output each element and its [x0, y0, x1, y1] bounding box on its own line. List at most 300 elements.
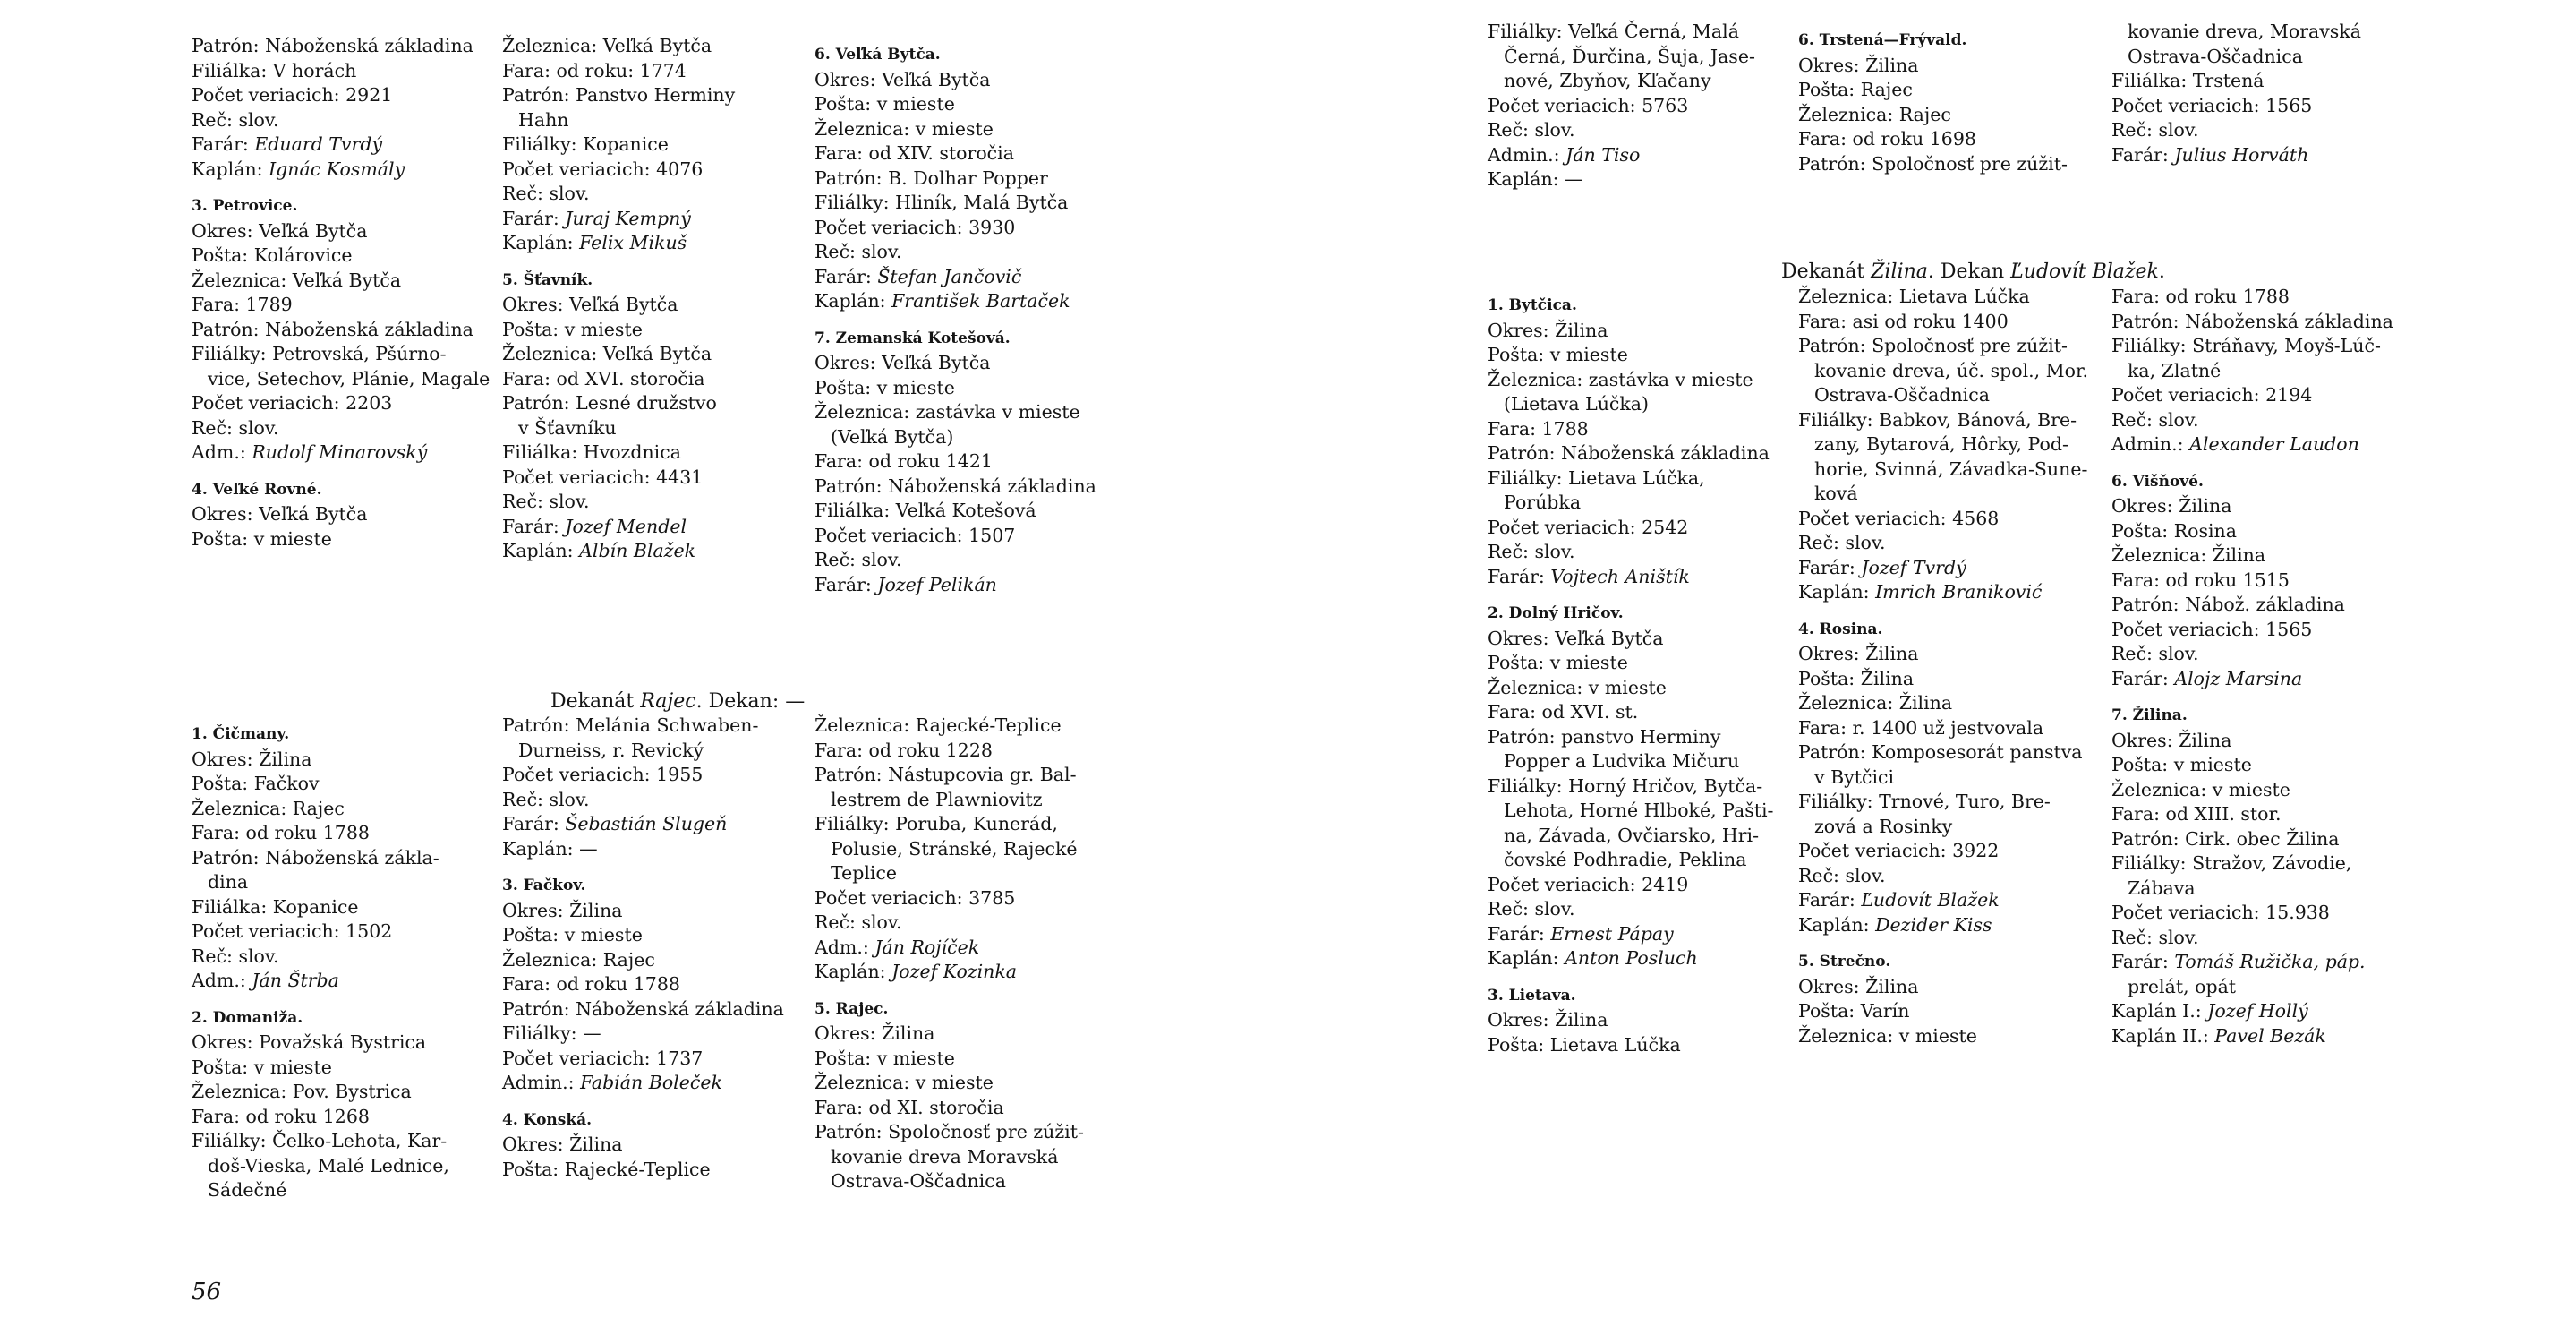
entry-line: Filiálky: Stražov, Závodie,	[2111, 852, 2352, 874]
field-label: Farár:	[502, 813, 566, 834]
entry-line: Reč: slov.	[502, 491, 590, 512]
parish-entry	[2111, 470, 2416, 692]
entry-line: Počet veriacich: 5763	[1488, 94, 1689, 116]
entry-line: Železnica: Lietava Lúčka	[1798, 286, 2030, 307]
entry-line: Fara: od XVI. st.	[1488, 701, 1639, 723]
entry-line-continued: ková	[1814, 483, 1858, 504]
entry-line: Filiálka: V horách	[192, 59, 357, 81]
page-number: 56	[192, 1279, 222, 1305]
field-label: Farár:	[2111, 667, 2175, 689]
parish-heading: 1. Čičmany.	[192, 725, 290, 743]
entry-line: Pošta: Rosina	[2111, 519, 2237, 542]
entry-line: Kaplán: —	[502, 837, 598, 860]
parish-entry	[1798, 29, 2103, 176]
entry-line: Reč: slov.	[815, 241, 902, 262]
entry-line: Počet veriacich: 2194	[2111, 384, 2313, 406]
entry-continuation	[192, 34, 487, 182]
person-name: Fabián Boleček	[580, 1072, 722, 1093]
field-label: Farár:	[815, 573, 878, 595]
entry-line: Počet veriacich: 3922	[1798, 840, 2000, 861]
entry-line: Fara: od roku: 1774	[502, 59, 687, 81]
entry-line: Pošta: v mieste	[815, 1047, 955, 1069]
field-label: Kaplán:	[502, 232, 580, 253]
entry-line-continued: Ostrava-Oščadnica	[2128, 45, 2303, 67]
person-name: Alexander Laudon	[2189, 433, 2359, 455]
entry-line: Fara: od roku 1698	[1798, 128, 1976, 150]
entry-line: Železnica: zastávka v mieste	[1488, 368, 1753, 390]
entry-line-continued: zová a Rosinky	[1814, 815, 1953, 837]
entry-line: Patrón: Náboženská základina	[192, 318, 473, 340]
entry-continuation	[2111, 20, 2416, 167]
entry-line: Filiálky: Hliník, Malá Bytča	[815, 192, 1069, 213]
person-name: Dezider Kiss	[1875, 913, 1992, 936]
field-label: Kaplán:	[1798, 913, 1876, 936]
entry-line: Okres: Žilina	[1798, 643, 1919, 664]
parish-entry	[192, 1006, 487, 1203]
entry-line: Reč: slov.	[2111, 643, 2199, 664]
parish-heading: 5. Rajec.	[815, 999, 889, 1018]
person-name: Alojz Marsina	[2174, 667, 2303, 689]
entry-line: Počet veriacich: 2921	[192, 84, 393, 106]
entry-line	[502, 812, 806, 837]
entry-line: Reč: slov.	[815, 549, 902, 570]
entry-line	[192, 133, 487, 158]
entry-line: Reč: slov.	[1798, 864, 1886, 886]
entry-line: Počet veriacich: 4568	[1798, 507, 2000, 529]
entry-line	[2111, 1024, 2416, 1049]
entry-line	[192, 969, 487, 994]
entry-line	[502, 231, 806, 256]
entry-continuation	[815, 714, 1119, 985]
entry-line: Reč: slov.	[1798, 532, 1886, 553]
parish-heading: 6. Trstená—Frývald.	[1798, 31, 1967, 49]
entry-line: Filiálky: Poruba, Kunerád,	[815, 813, 1058, 834]
entry-line-continued: Černá, Ďurčina, Šuja, Jase-	[1504, 45, 1755, 67]
entry-line: Reč: slov.	[2111, 926, 2199, 948]
entry-line-continued: Ostrava-Oščadnica	[831, 1170, 1006, 1192]
entry-line	[2111, 143, 2416, 168]
field-label: Farár:	[1798, 556, 1862, 578]
deanery-name: Žilina	[1871, 261, 1928, 283]
entry-line: Okres: Veľká Bytča	[502, 294, 678, 315]
right-bottom-col-2	[1798, 285, 2103, 1061]
entry-line: Železnica: Veľká Bytča	[502, 343, 712, 364]
entry-line: Reč: slov.	[2111, 119, 2199, 141]
entry-line: Patrón: B. Dolhar Popper	[815, 167, 1048, 189]
entry-line: Železnica: Veľká Bytča	[192, 269, 402, 291]
entry-line: Patrón: Nábož. základina	[2111, 594, 2345, 615]
entry-line	[1488, 565, 1783, 590]
parish-entry	[502, 874, 806, 1096]
deanery-prefix: Dekanát	[1780, 261, 1872, 283]
field-label: Admin.:	[502, 1072, 581, 1093]
entry-line: Filiálky: Trnové, Turo, Bre-	[1798, 791, 2051, 812]
entry-line: Pošta: v mieste	[815, 93, 955, 115]
entry-line	[1798, 888, 2103, 913]
entry-line: Pošta: v mieste	[192, 1056, 332, 1078]
entry-line-continued: zany, Bytarová, Hôrky, Pod-	[1814, 433, 2068, 455]
parish-entry	[192, 194, 490, 466]
entry-line-continued: kovanie dreva, Moravská	[2128, 21, 2361, 42]
entry-line: Pošta: Kolárovice	[192, 244, 353, 266]
entry-continuation	[502, 714, 806, 861]
parish-entry	[815, 997, 1119, 1194]
entry-line: Reč: slov.	[192, 108, 279, 131]
entry-line	[192, 158, 487, 183]
entry-line-continued: horie, Svinná, Závadka-Sune-	[1814, 458, 2088, 480]
entry-line-continued: lestrem de Plawniovitz	[831, 788, 1043, 810]
entry-line: Počet veriacich: 1737	[502, 1047, 704, 1069]
person-name: Rudolf Minarovský	[252, 441, 428, 463]
entry-line: Pošta: v mieste	[1488, 652, 1628, 673]
entry-line: Pošta: Rajecké-Teplice	[502, 1158, 711, 1180]
entry-line: Patrón: Komposesorát panstva	[1798, 741, 2083, 763]
parish-entry	[1488, 984, 1783, 1058]
parish-entry	[1488, 602, 1783, 971]
person-name: Juraj Kempný	[565, 207, 691, 229]
entry-line: Filiálky: Čelko-Lehota, Kar-	[192, 1130, 448, 1151]
entry-line-continued: v Šťavníku	[518, 416, 617, 439]
entry-line	[502, 207, 806, 232]
person-name: Jozef Pelikán	[877, 573, 997, 595]
entry-continuation	[1798, 285, 2103, 605]
entry-line-continued: Durneiss, r. Revický	[518, 739, 704, 761]
person-name: Šebastián Slugeň	[565, 813, 728, 834]
parish-entry	[815, 327, 1119, 598]
left-bottom-col-1	[192, 714, 487, 1216]
right-bottom-col-1	[1488, 285, 1783, 1070]
person-name: Jozef Kozinka	[891, 961, 1017, 982]
field-label: Admin.:	[2111, 433, 2190, 455]
parish-heading: 4. Konská.	[502, 1110, 593, 1129]
entry-line	[2111, 667, 2416, 692]
field-label: Kaplán:	[192, 158, 269, 180]
entry-line-continued: Porúbka	[1504, 492, 1582, 513]
entry-line: Fara: od roku 1788	[502, 973, 680, 995]
entry-line: Železnica: zastávka v mieste	[815, 401, 1080, 423]
deanery-prefix: Dekanát	[550, 690, 641, 713]
parish-heading: 3. Petrovice.	[192, 197, 298, 215]
entry-line: Reč: slov.	[192, 945, 279, 967]
right-bottom-col-3	[2111, 285, 2416, 1061]
parish-entry	[1798, 950, 2103, 1048]
field-label: Adm.:	[192, 441, 252, 463]
entry-line	[502, 1071, 806, 1096]
entry-line: Patrón: Nástupcovia gr. Bal-	[815, 764, 1077, 785]
entry-line: Patrón: Náboženská základina	[192, 35, 473, 56]
entry-line	[815, 936, 1119, 961]
entry-line: Železnica: v mieste	[1488, 676, 1667, 698]
person-name: Albín Blažek	[579, 540, 696, 561]
person-name: Ľudovít Blažek	[1861, 889, 2000, 911]
deanery-dean: Ľudovít Blažek	[2010, 261, 2159, 283]
parish-entry	[192, 478, 487, 552]
field-label: Admin.:	[1488, 143, 1566, 166]
field-label: Farár:	[1798, 889, 1862, 911]
entry-line: Počet veriacich: 1565	[2111, 618, 2313, 640]
left-top-col-3	[815, 34, 1119, 610]
entry-line: Železnica: Rajec	[192, 797, 345, 819]
entry-line: Okres: Žilina	[1488, 319, 1608, 341]
entry-line: Filiálka: Hvozdnica	[502, 441, 681, 463]
entry-line: Fara: od roku 1515	[2111, 569, 2290, 591]
right-top-col-1	[1488, 20, 1783, 205]
entry-line: Okres: Žilina	[192, 748, 312, 770]
entry-line	[2111, 432, 2416, 458]
parish-heading: 4. Rosina.	[1798, 620, 1883, 638]
entry-line: Patrón: Náboženská základina	[815, 475, 1096, 497]
entry-continuation	[502, 34, 806, 256]
entry-line: Reč: slov.	[502, 183, 590, 204]
deanery-suffix: .	[2158, 261, 2165, 283]
entry-line: Železnica: Pov. Bystrica	[192, 1081, 412, 1102]
entry-line-continued: ka, Zlatné	[2128, 359, 2222, 381]
parish-heading: 5. Šťavník.	[502, 270, 593, 289]
person-name: Eduard Tvrdý	[254, 133, 383, 155]
parish-entry	[2111, 704, 2416, 1048]
entry-line: Pošta: v mieste	[815, 376, 955, 398]
entry-line	[1798, 913, 2103, 938]
entry-line: Okres: Veľká Bytča	[815, 68, 991, 90]
person-name: Tomáš Ružička, páp.	[2174, 951, 2366, 972]
person-name: Pavel Bezák	[2214, 1024, 2326, 1047]
entry-line: Fara: 1789	[192, 294, 293, 315]
person-name: Jozef Mendel	[565, 515, 687, 537]
entry-line: Filiálka: Veľká Kotešová	[815, 500, 1036, 521]
entry-line	[1488, 143, 1783, 168]
entry-line: Pošta: v mieste	[502, 924, 643, 945]
parish-heading: 5. Strečno.	[1798, 953, 1891, 971]
field-label: Kaplán:	[1798, 581, 1876, 603]
left-top-col-2	[502, 34, 806, 577]
field-label: Farár:	[2111, 143, 2175, 166]
entry-line: Pošta: Fačkov	[192, 773, 320, 794]
entry-line: Okres: Veľká Bytča	[192, 219, 368, 242]
entry-line: Filiálky: Petrovská, Pšúrno-	[192, 343, 447, 364]
entry-line	[815, 289, 1119, 314]
parish-heading: 3. Fačkov.	[502, 877, 586, 894]
parish-entry	[1798, 618, 2103, 938]
field-label: Farár:	[502, 515, 566, 537]
deanery-suffix: . Dekan: —	[695, 690, 806, 713]
entry-line: Patrón: Náboženská zákla-	[192, 846, 439, 868]
entry-line	[1798, 580, 2103, 605]
person-name: Jozef Tvrdý	[1861, 556, 1966, 578]
entry-line-continued: Popper a Ludvika Mičuru	[1504, 750, 1740, 772]
entry-line: Filiálky: Veľká Černá, Malá	[1488, 21, 1739, 42]
entry-line: Pošta: Žilina	[1798, 667, 1915, 689]
entry-line: Pošta: v mieste	[502, 318, 643, 340]
entry-line: Fara: od roku 1228	[815, 739, 993, 761]
parish-entry	[192, 723, 487, 994]
entry-line-continued: kovanie dreva Moravská	[831, 1145, 1059, 1168]
field-label: Adm.:	[192, 970, 252, 991]
left-bottom-col-2	[502, 714, 806, 1194]
parish-heading: 7. Zemanská Kotešová.	[815, 329, 1011, 347]
entry-line: Pošta: Rajec	[1798, 79, 1913, 100]
entry-line: Pošta: Lietava Lúčka	[1488, 1033, 1681, 1056]
field-label: Kaplán II.:	[2111, 1024, 2215, 1047]
entry-line-continued: dina	[208, 871, 249, 893]
entry-line: Patrón: Spoločnosť pre zúžit-	[1798, 335, 2068, 356]
entry-line: Patrón: Spoločnosť pre zúžit-	[815, 1121, 1084, 1142]
parish-heading: 7. Žilina.	[2111, 706, 2188, 724]
entry-line: Počet veriacich: 15.938	[2111, 902, 2330, 923]
entry-line: Filiálky: Lietava Lúčka,	[1488, 466, 1705, 489]
entry-line-continued: Polusie, Stránské, Rajecké	[831, 837, 1078, 860]
entry-line: Fara: 1788	[1488, 417, 1589, 440]
entry-line: Filiálky: Babkov, Bánová, Bre-	[1798, 408, 2077, 431]
entry-line: Fara: od roku 1788	[192, 822, 370, 843]
entry-line: Železnica: v mieste	[815, 117, 994, 140]
parish-heading: 6. Višňové.	[2111, 472, 2204, 491]
entry-line	[815, 960, 1119, 985]
entry-line: Reč: slov.	[1488, 898, 1575, 920]
entry-line: Počet veriacich: 4431	[502, 466, 704, 488]
entry-line: Fara: od XI. storočia	[815, 1096, 1004, 1118]
entry-line: Patrón: Cirk. obec Žilina	[2111, 827, 2340, 850]
entry-line: Železnica: Veľká Bytča	[502, 35, 712, 56]
entry-line: Okres: Považská Bystrica	[192, 1031, 427, 1053]
parish-entry	[502, 269, 806, 564]
entry-line: Pošta: v mieste	[2111, 754, 2252, 775]
entry-line: Počet veriacich: 2419	[1488, 873, 1689, 895]
person-name: Ignác Kosmály	[269, 158, 405, 180]
entry-line-continued: prelát, opát	[2128, 975, 2237, 997]
entry-line: Reč: slov.	[1488, 119, 1575, 141]
entry-line-continued: Hahn	[518, 108, 569, 131]
entry-line: Patrón: Náboženská základina	[502, 997, 784, 1020]
entry-line: Filiálky: Kopanice	[502, 133, 669, 155]
entry-line-continued: (Lietava Lúčka)	[1504, 393, 1650, 415]
field-label: Kaplán:	[815, 961, 892, 982]
entry-line: Patrón: Panstvo Herminy	[502, 84, 736, 106]
entry-line: Okres: Veľká Bytča	[192, 503, 368, 525]
entry-line	[815, 265, 1119, 290]
entry-line: Počet veriacich: 2203	[192, 392, 393, 414]
entry-line: Železnica: Rajec	[1798, 103, 1951, 125]
entry-line-continued: Sádečné	[208, 1179, 287, 1201]
field-label: Farár:	[192, 133, 255, 155]
entry-line: Počet veriacich: 1502	[192, 920, 393, 942]
entry-line: Okres: Žilina	[2111, 729, 2232, 751]
entry-line-continued: na, Závada, Ovčiarsko, Hri-	[1504, 824, 1760, 846]
entry-line: Fara: r. 1400 už jestvovala	[1798, 716, 2044, 739]
entry-line: Fara: od roku 1788	[2111, 286, 2290, 307]
entry-line: Železnica: Rajec	[502, 948, 655, 971]
right-top-col-2	[1798, 20, 2103, 189]
parish-heading: 2. Dolný Hričov.	[1488, 604, 1624, 622]
parish-heading: 1. Bytčica.	[1488, 296, 1577, 314]
person-name: Julius Horváth	[2174, 143, 2309, 166]
entry-line: Filiálky: —	[502, 1022, 601, 1044]
person-name: Vojtech Aništík	[1550, 565, 1690, 587]
person-name: Ján Tiso	[1565, 143, 1641, 166]
entry-line-continued: Ostrava-Oščadnica	[1814, 384, 1990, 406]
entry-line-continued: Lehota, Horné Hlboké, Pašti-	[1504, 800, 1774, 821]
entry-line: Filiálky: Stráňavy, Moyš-Lúč-	[2111, 335, 2381, 356]
entry-line: Reč: slov.	[815, 911, 902, 933]
entry-line: Filiálky: Horný Hričov, Bytča-	[1488, 774, 1763, 797]
entry-line: Fara: asi od roku 1400	[1798, 310, 2009, 332]
entry-line: Reč: slov.	[192, 416, 279, 439]
entry-line: Počet veriacich: 1955	[502, 764, 704, 785]
entry-line: Pošta: v mieste	[1488, 344, 1628, 365]
entry-line: Počet veriacich: 1507	[815, 524, 1016, 546]
entry-line-continued: nové, Zbyňov, Kľačany	[1504, 70, 1711, 91]
entry-line	[192, 441, 487, 466]
entry-line: Železnica: Žilina	[2111, 544, 2266, 566]
entry-continuation	[1488, 20, 1783, 192]
entry-line: Železnica: Žilina	[1798, 692, 1953, 714]
parish-heading: 3. Lietava.	[1488, 986, 1576, 1005]
entry-line: Kaplán: —	[1488, 168, 1583, 190]
field-label: Kaplán I.:	[2111, 1000, 2208, 1022]
entry-line	[1488, 922, 1783, 947]
entry-line: Železnica: v mieste	[2111, 778, 2290, 800]
field-label: Adm.:	[815, 936, 875, 958]
entry-line: Reč: slov.	[2111, 408, 2199, 431]
entry-line: Železnica: v mieste	[815, 1072, 994, 1093]
entry-line: Filiálka: Kopanice	[192, 895, 359, 918]
deanery-name: Rajec	[640, 690, 696, 713]
entry-line: Okres: Žilina	[502, 1133, 623, 1155]
entry-line: Pošta: Varín	[1798, 1000, 1910, 1022]
field-label: Kaplán:	[815, 290, 892, 312]
person-name: Ján Rojíček	[874, 936, 980, 958]
entry-line: Filiálka: Trstená	[2111, 70, 2265, 91]
left-top-col-1	[192, 34, 490, 564]
entry-line: Okres: Žilina	[2111, 495, 2232, 517]
field-label: Kaplán:	[502, 540, 580, 561]
entry-line	[815, 573, 1119, 598]
entry-line-continued: doš-Vieska, Malé Lednice,	[208, 1154, 449, 1176]
entry-line: Reč: slov.	[502, 788, 590, 810]
entry-line	[1488, 946, 1783, 971]
right-page	[1288, 0, 2576, 1343]
parish-heading: 2. Domaniža.	[192, 1008, 303, 1027]
parish-entry	[1488, 294, 1783, 589]
field-label: Farár:	[1488, 565, 1551, 587]
entry-line	[1798, 556, 2103, 581]
deanery-middle: . Dekan	[1927, 261, 2011, 283]
entry-line: Počet veriacich: 3785	[815, 886, 1016, 909]
person-name: Jozef Hollý	[2207, 1000, 2308, 1022]
entry-line: Železnica: Rajecké-Teplice	[815, 714, 1062, 736]
person-name: Štefan Jančovič	[877, 265, 1022, 287]
entry-line	[502, 515, 806, 540]
entry-line	[2111, 999, 2416, 1024]
person-name: Anton Posluch	[1565, 947, 1698, 969]
right-top-col-3	[2111, 20, 2416, 180]
entry-line-continued: v Bytčici	[1814, 766, 1895, 788]
entry-line: Patrón: Lesné družstvo	[502, 392, 717, 414]
person-name: František Bartaček	[891, 290, 1070, 312]
entry-line-continued: vice, Setechov, Plánie, Magale	[208, 367, 490, 389]
entry-line: Okres: Veľká Bytča	[815, 352, 991, 373]
entry-line: Okres: Žilina	[1798, 54, 1919, 76]
entry-line: Fara: od XVI. storočia	[502, 367, 705, 389]
entry-line: Patrón: Melánia Schwaben-	[502, 714, 759, 736]
entry-line: Okres: Veľká Bytča	[1488, 627, 1664, 649]
entry-line: Patrón: Spoločnosť pre zúžit-	[1798, 152, 2068, 175]
entry-line-continued: Teplice	[831, 862, 898, 884]
parish-entry	[815, 43, 1119, 314]
entry-line: Železnica: v mieste	[1798, 1024, 1977, 1047]
entry-line: Patrón: panstvo Herminy	[1488, 725, 1721, 748]
person-name: Ján Štrba	[252, 970, 339, 991]
entry-line: Počet veriacich: 4076	[502, 158, 704, 180]
